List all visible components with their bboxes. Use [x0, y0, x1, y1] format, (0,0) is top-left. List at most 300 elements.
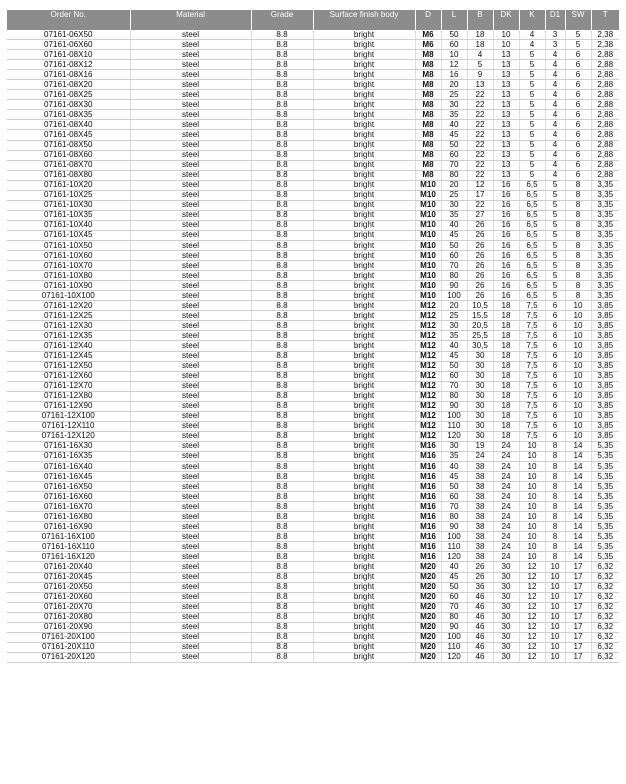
surface-finish-cell: bright — [313, 341, 415, 351]
grade-cell: 8.8 — [251, 210, 313, 220]
order-no-cell: 07161-12X25 — [7, 311, 130, 321]
l-cell: 25 — [441, 190, 467, 200]
surface-finish-cell: bright — [313, 281, 415, 291]
d1-cell: 6 — [545, 341, 565, 351]
dk-cell: 18 — [493, 331, 519, 341]
dk-cell: 13 — [493, 130, 519, 140]
order-no-cell: 07161-10X30 — [7, 200, 130, 210]
d-cell: M10 — [415, 220, 441, 230]
header-k: K — [519, 10, 545, 30]
order-no-cell: 07161-10X70 — [7, 261, 130, 271]
surface-finish-cell: bright — [313, 321, 415, 331]
d1-cell: 5 — [545, 240, 565, 250]
l-cell: 12 — [441, 60, 467, 70]
d1-cell: 8 — [545, 441, 565, 451]
sw-cell: 8 — [565, 190, 591, 200]
l-cell: 45 — [441, 472, 467, 482]
material-cell: steel — [130, 652, 251, 662]
k-cell: 6,5 — [519, 180, 545, 190]
b-cell: 38 — [467, 502, 493, 512]
d-cell: M12 — [415, 391, 441, 401]
d1-cell: 8 — [545, 492, 565, 502]
l-cell: 50 — [441, 30, 467, 40]
dk-cell: 30 — [493, 612, 519, 622]
order-no-cell: 07161-16X70 — [7, 502, 130, 512]
dk-cell: 13 — [493, 160, 519, 170]
d-cell: M8 — [415, 80, 441, 90]
sw-cell: 5 — [565, 30, 591, 40]
dk-cell: 13 — [493, 100, 519, 110]
material-cell: steel — [130, 50, 251, 60]
d-cell: M8 — [415, 150, 441, 160]
material-cell: steel — [130, 431, 251, 441]
d-cell: M8 — [415, 50, 441, 60]
d-cell: M16 — [415, 532, 441, 542]
surface-finish-cell: bright — [313, 361, 415, 371]
l-cell: 110 — [441, 542, 467, 552]
order-no-cell: 07161-08X80 — [7, 170, 130, 180]
d-cell: M12 — [415, 301, 441, 311]
d-cell: M8 — [415, 70, 441, 80]
table-row — [7, 311, 619, 321]
l-cell: 80 — [441, 391, 467, 401]
surface-finish-cell: bright — [313, 210, 415, 220]
sw-cell: 10 — [565, 341, 591, 351]
dk-cell: 24 — [493, 542, 519, 552]
surface-finish-cell: bright — [313, 421, 415, 431]
l-cell: 40 — [441, 462, 467, 472]
dk-cell: 16 — [493, 291, 519, 301]
grade-cell: 8.8 — [251, 361, 313, 371]
d1-cell: 6 — [545, 401, 565, 411]
d1-cell: 6 — [545, 371, 565, 381]
grade-cell: 8.8 — [251, 311, 313, 321]
table-header — [7, 10, 619, 30]
l-cell: 80 — [441, 512, 467, 522]
t-cell: 3,85 — [591, 411, 619, 421]
table-row — [7, 321, 619, 331]
b-cell: 46 — [467, 652, 493, 662]
l-cell: 60 — [441, 492, 467, 502]
order-no-cell: 07161-16X30 — [7, 441, 130, 451]
material-cell: steel — [130, 321, 251, 331]
surface-finish-cell: bright — [313, 30, 415, 40]
sw-cell: 17 — [565, 612, 591, 622]
surface-finish-cell: bright — [313, 532, 415, 542]
l-cell: 80 — [441, 271, 467, 281]
d1-cell: 4 — [545, 70, 565, 80]
k-cell: 6,5 — [519, 291, 545, 301]
k-cell: 10 — [519, 502, 545, 512]
b-cell: 30 — [467, 421, 493, 431]
t-cell: 3,85 — [591, 311, 619, 321]
k-cell: 5 — [519, 90, 545, 100]
l-cell: 40 — [441, 220, 467, 230]
order-no-cell: 07161-20X70 — [7, 602, 130, 612]
k-cell: 7,5 — [519, 401, 545, 411]
k-cell: 5 — [519, 160, 545, 170]
d1-cell: 5 — [545, 220, 565, 230]
sw-cell: 6 — [565, 160, 591, 170]
k-cell: 5 — [519, 110, 545, 120]
grade-cell: 8.8 — [251, 462, 313, 472]
surface-finish-cell: bright — [313, 150, 415, 160]
table-row — [7, 301, 619, 311]
material-cell: steel — [130, 642, 251, 652]
material-cell: steel — [130, 30, 251, 40]
k-cell: 7,5 — [519, 421, 545, 431]
sw-cell: 8 — [565, 261, 591, 271]
t-cell: 3,35 — [591, 271, 619, 281]
dk-cell: 24 — [493, 492, 519, 502]
order-no-cell: 07161-10X60 — [7, 251, 130, 261]
material-cell: steel — [130, 80, 251, 90]
material-cell: steel — [130, 492, 251, 502]
material-cell: steel — [130, 371, 251, 381]
dk-cell: 18 — [493, 371, 519, 381]
d1-cell: 6 — [545, 431, 565, 441]
grade-cell: 8.8 — [251, 140, 313, 150]
k-cell: 12 — [519, 592, 545, 602]
grade-cell: 8.8 — [251, 271, 313, 281]
dk-cell: 13 — [493, 120, 519, 130]
table-row — [7, 371, 619, 381]
t-cell: 3,85 — [591, 431, 619, 441]
surface-finish-cell: bright — [313, 652, 415, 662]
surface-finish-cell: bright — [313, 261, 415, 271]
surface-finish-cell: bright — [313, 381, 415, 391]
grade-cell: 8.8 — [251, 120, 313, 130]
d-cell: M10 — [415, 240, 441, 250]
l-cell: 60 — [441, 371, 467, 381]
table-row — [7, 542, 619, 552]
material-cell: steel — [130, 130, 251, 140]
d1-cell: 6 — [545, 411, 565, 421]
d1-cell: 8 — [545, 472, 565, 482]
sw-cell: 6 — [565, 140, 591, 150]
product-table-container — [7, 10, 619, 663]
d-cell: M8 — [415, 160, 441, 170]
order-no-cell: 07161-08X20 — [7, 80, 130, 90]
k-cell: 5 — [519, 130, 545, 140]
t-cell: 3,85 — [591, 421, 619, 431]
l-cell: 45 — [441, 351, 467, 361]
k-cell: 7,5 — [519, 351, 545, 361]
t-cell: 6,32 — [591, 562, 619, 572]
d-cell: M10 — [415, 210, 441, 220]
material-cell: steel — [130, 220, 251, 230]
d1-cell: 6 — [545, 391, 565, 401]
table-row — [7, 80, 619, 90]
d-cell: M8 — [415, 140, 441, 150]
d-cell: M8 — [415, 120, 441, 130]
k-cell: 6,5 — [519, 240, 545, 250]
surface-finish-cell: bright — [313, 240, 415, 250]
d1-cell: 4 — [545, 170, 565, 180]
d-cell: M20 — [415, 632, 441, 642]
order-no-cell: 07161-10X100 — [7, 291, 130, 301]
grade-cell: 8.8 — [251, 50, 313, 60]
table-row — [7, 522, 619, 532]
d-cell: M16 — [415, 451, 441, 461]
k-cell: 6,5 — [519, 220, 545, 230]
dk-cell: 18 — [493, 361, 519, 371]
t-cell: 5,35 — [591, 502, 619, 512]
table-row — [7, 291, 619, 301]
b-cell: 38 — [467, 522, 493, 532]
k-cell: 5 — [519, 140, 545, 150]
dk-cell: 30 — [493, 642, 519, 652]
order-no-cell: 07161-12X80 — [7, 391, 130, 401]
material-cell: steel — [130, 552, 251, 562]
b-cell: 26 — [467, 281, 493, 291]
material-cell: steel — [130, 210, 251, 220]
d1-cell: 8 — [545, 552, 565, 562]
k-cell: 5 — [519, 80, 545, 90]
material-cell: steel — [130, 421, 251, 431]
sw-cell: 10 — [565, 311, 591, 321]
b-cell: 26 — [467, 291, 493, 301]
l-cell: 35 — [441, 331, 467, 341]
k-cell: 7,5 — [519, 411, 545, 421]
sw-cell: 17 — [565, 562, 591, 572]
b-cell: 36 — [467, 582, 493, 592]
k-cell: 7,5 — [519, 301, 545, 311]
k-cell: 7,5 — [519, 391, 545, 401]
l-cell: 100 — [441, 411, 467, 421]
t-cell: 3,85 — [591, 341, 619, 351]
sw-cell: 6 — [565, 130, 591, 140]
d1-cell: 8 — [545, 451, 565, 461]
order-no-cell: 07161-12X120 — [7, 431, 130, 441]
d-cell: M12 — [415, 381, 441, 391]
surface-finish-cell: bright — [313, 160, 415, 170]
material-cell: steel — [130, 301, 251, 311]
t-cell: 5,35 — [591, 552, 619, 562]
t-cell: 5,35 — [591, 462, 619, 472]
grade-cell: 8.8 — [251, 351, 313, 361]
k-cell: 12 — [519, 572, 545, 582]
t-cell: 3,85 — [591, 361, 619, 371]
order-no-cell: 07161-08X70 — [7, 160, 130, 170]
sw-cell: 10 — [565, 381, 591, 391]
l-cell: 90 — [441, 281, 467, 291]
k-cell: 4 — [519, 40, 545, 50]
grade-cell: 8.8 — [251, 642, 313, 652]
sw-cell: 6 — [565, 150, 591, 160]
b-cell: 46 — [467, 642, 493, 652]
l-cell: 60 — [441, 40, 467, 50]
table-row — [7, 50, 619, 60]
d1-cell: 6 — [545, 311, 565, 321]
d1-cell: 6 — [545, 301, 565, 311]
d-cell: M16 — [415, 542, 441, 552]
sw-cell: 10 — [565, 371, 591, 381]
grade-cell: 8.8 — [251, 421, 313, 431]
sw-cell: 10 — [565, 431, 591, 441]
dk-cell: 18 — [493, 381, 519, 391]
order-no-cell: 07161-16X120 — [7, 552, 130, 562]
table-row — [7, 150, 619, 160]
grade-cell: 8.8 — [251, 632, 313, 642]
d1-cell: 5 — [545, 291, 565, 301]
k-cell: 12 — [519, 642, 545, 652]
t-cell: 3,35 — [591, 251, 619, 261]
surface-finish-cell: bright — [313, 522, 415, 532]
grade-cell: 8.8 — [251, 30, 313, 40]
t-cell: 5,35 — [591, 542, 619, 552]
t-cell: 5,35 — [591, 451, 619, 461]
sw-cell: 10 — [565, 421, 591, 431]
grade-cell: 8.8 — [251, 542, 313, 552]
grade-cell: 8.8 — [251, 602, 313, 612]
order-no-cell: 07161-12X60 — [7, 371, 130, 381]
b-cell: 38 — [467, 542, 493, 552]
grade-cell: 8.8 — [251, 220, 313, 230]
t-cell: 3,35 — [591, 281, 619, 291]
d1-cell: 4 — [545, 130, 565, 140]
surface-finish-cell: bright — [313, 200, 415, 210]
t-cell: 2,88 — [591, 60, 619, 70]
d1-cell: 5 — [545, 200, 565, 210]
t-cell: 5,35 — [591, 482, 619, 492]
table-row — [7, 642, 619, 652]
l-cell: 50 — [441, 140, 467, 150]
table-row — [7, 100, 619, 110]
t-cell: 2,88 — [591, 80, 619, 90]
t-cell: 6,32 — [591, 602, 619, 612]
b-cell: 15,5 — [467, 311, 493, 321]
d-cell: M6 — [415, 40, 441, 50]
surface-finish-cell: bright — [313, 451, 415, 461]
grade-cell: 8.8 — [251, 251, 313, 261]
l-cell: 110 — [441, 642, 467, 652]
d-cell: M8 — [415, 60, 441, 70]
order-no-cell: 07161-08X10 — [7, 50, 130, 60]
material-cell: steel — [130, 612, 251, 622]
sw-cell: 10 — [565, 321, 591, 331]
table-row — [7, 60, 619, 70]
order-no-cell: 07161-12X35 — [7, 331, 130, 341]
k-cell: 7,5 — [519, 371, 545, 381]
b-cell: 22 — [467, 100, 493, 110]
b-cell: 46 — [467, 632, 493, 642]
b-cell: 38 — [467, 492, 493, 502]
t-cell: 6,32 — [591, 572, 619, 582]
table-row — [7, 180, 619, 190]
t-cell: 3,85 — [591, 371, 619, 381]
k-cell: 10 — [519, 482, 545, 492]
d-cell: M16 — [415, 522, 441, 532]
grade-cell: 8.8 — [251, 492, 313, 502]
table-row — [7, 361, 619, 371]
table-row — [7, 30, 619, 40]
d-cell: M10 — [415, 190, 441, 200]
grade-cell: 8.8 — [251, 401, 313, 411]
d1-cell: 10 — [545, 572, 565, 582]
order-no-cell: 07161-20X90 — [7, 622, 130, 632]
t-cell: 3,85 — [591, 381, 619, 391]
dk-cell: 13 — [493, 170, 519, 180]
d1-cell: 8 — [545, 532, 565, 542]
material-cell: steel — [130, 472, 251, 482]
d1-cell: 5 — [545, 230, 565, 240]
material-cell: steel — [130, 532, 251, 542]
b-cell: 27 — [467, 210, 493, 220]
order-no-cell: 07161-08X60 — [7, 150, 130, 160]
dk-cell: 24 — [493, 472, 519, 482]
grade-cell: 8.8 — [251, 371, 313, 381]
d-cell: M12 — [415, 431, 441, 441]
grade-cell: 8.8 — [251, 331, 313, 341]
b-cell: 25,5 — [467, 331, 493, 341]
surface-finish-cell: bright — [313, 542, 415, 552]
sw-cell: 8 — [565, 200, 591, 210]
dk-cell: 30 — [493, 602, 519, 612]
table-row — [7, 602, 619, 612]
table-row — [7, 572, 619, 582]
t-cell: 3,35 — [591, 190, 619, 200]
t-cell: 2,38 — [591, 30, 619, 40]
dk-cell: 24 — [493, 451, 519, 461]
order-no-cell: 07161-12X40 — [7, 341, 130, 351]
t-cell: 6,32 — [591, 642, 619, 652]
l-cell: 90 — [441, 401, 467, 411]
t-cell: 3,85 — [591, 391, 619, 401]
sw-cell: 14 — [565, 441, 591, 451]
sw-cell: 10 — [565, 351, 591, 361]
t-cell: 2,38 — [591, 40, 619, 50]
sw-cell: 14 — [565, 502, 591, 512]
surface-finish-cell: bright — [313, 472, 415, 482]
grade-cell: 8.8 — [251, 261, 313, 271]
table-row — [7, 271, 619, 281]
t-cell: 3,35 — [591, 230, 619, 240]
grade-cell: 8.8 — [251, 552, 313, 562]
d1-cell: 5 — [545, 180, 565, 190]
d-cell: M12 — [415, 411, 441, 421]
order-no-cell: 07161-16X50 — [7, 482, 130, 492]
t-cell: 3,35 — [591, 291, 619, 301]
sw-cell: 14 — [565, 492, 591, 502]
d-cell: M12 — [415, 311, 441, 321]
d-cell: M16 — [415, 462, 441, 472]
dk-cell: 16 — [493, 261, 519, 271]
grade-cell: 8.8 — [251, 622, 313, 632]
table-row — [7, 622, 619, 632]
d1-cell: 4 — [545, 90, 565, 100]
table-row — [7, 220, 619, 230]
t-cell: 3,35 — [591, 261, 619, 271]
material-cell: steel — [130, 622, 251, 632]
grade-cell: 8.8 — [251, 130, 313, 140]
b-cell: 17 — [467, 190, 493, 200]
header-grade: Grade — [251, 10, 313, 30]
b-cell: 30 — [467, 361, 493, 371]
k-cell: 12 — [519, 622, 545, 632]
table-row — [7, 170, 619, 180]
l-cell: 40 — [441, 562, 467, 572]
table-row — [7, 441, 619, 451]
header-d1: D1 — [545, 10, 565, 30]
k-cell: 12 — [519, 612, 545, 622]
surface-finish-cell: bright — [313, 401, 415, 411]
t-cell: 2,88 — [591, 170, 619, 180]
table-row — [7, 512, 619, 522]
grade-cell: 8.8 — [251, 341, 313, 351]
table-row — [7, 411, 619, 421]
material-cell: steel — [130, 391, 251, 401]
